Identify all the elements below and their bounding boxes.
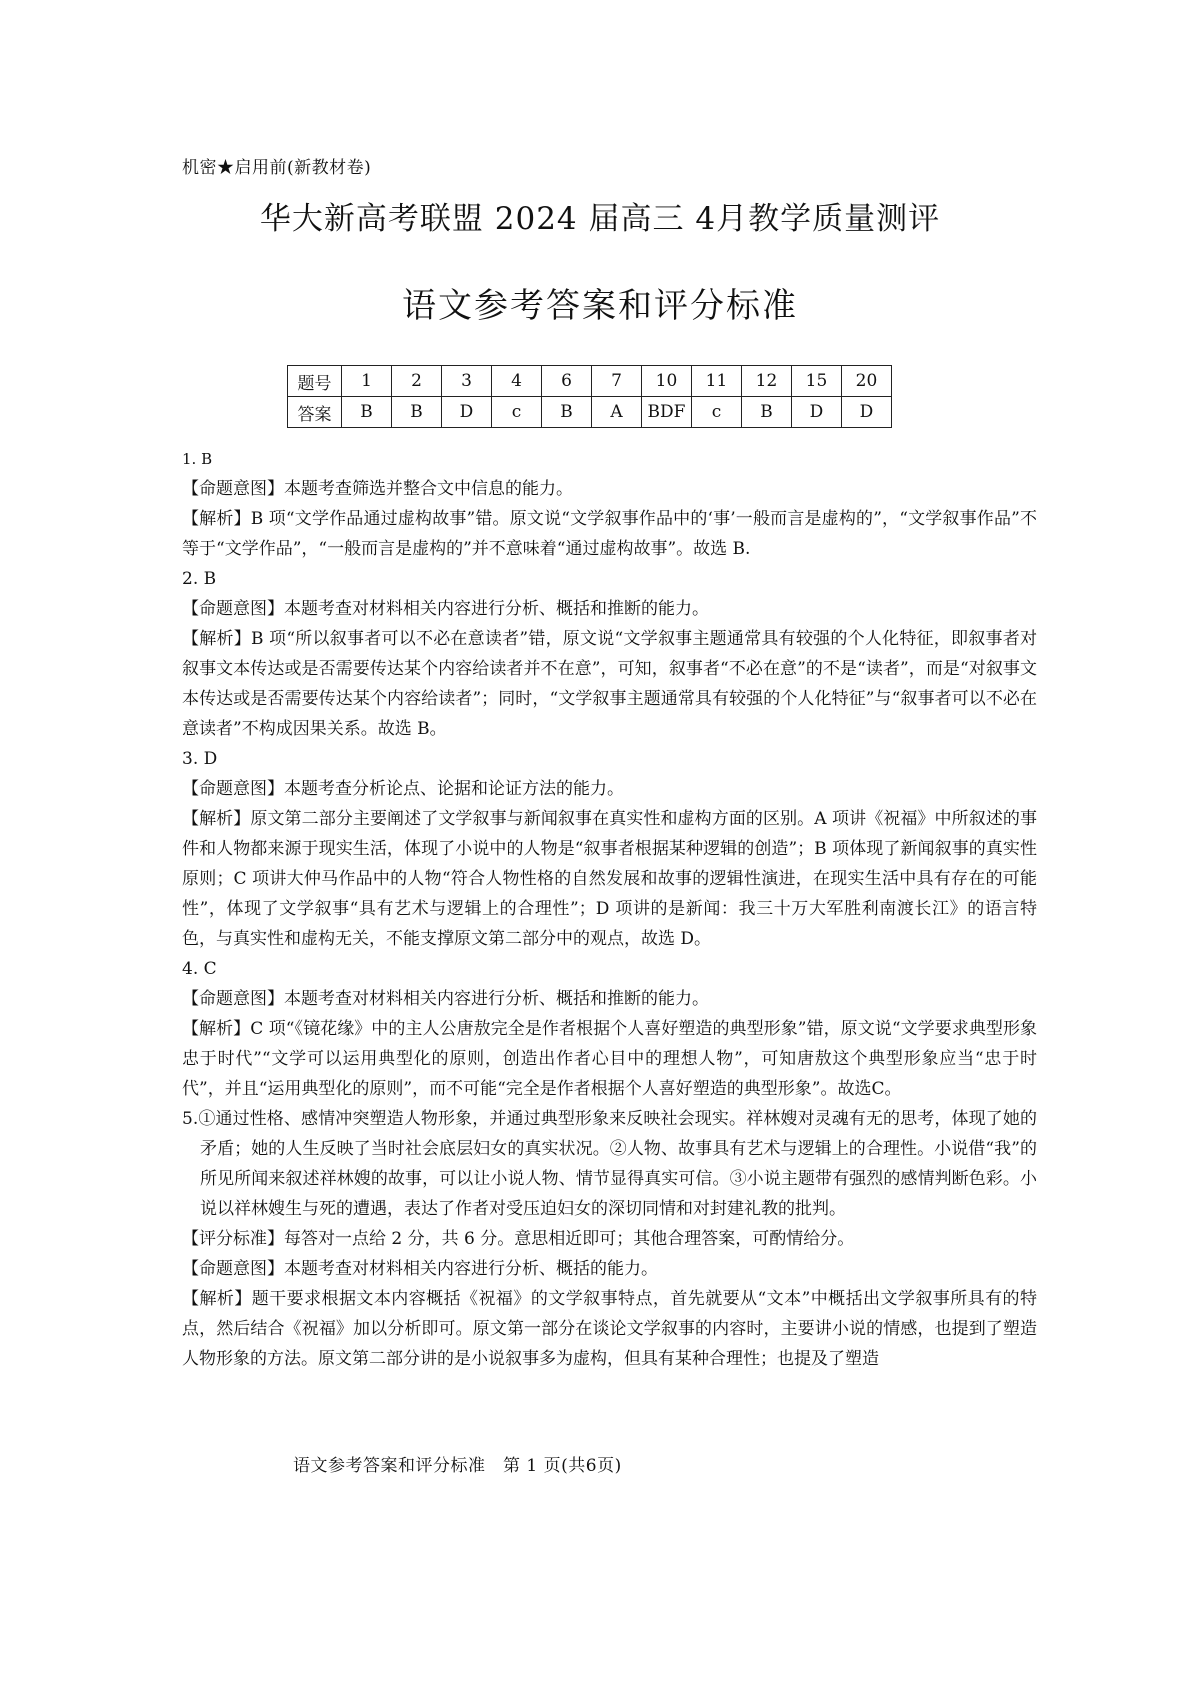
text-paragraph: 【评分标准】每答对一点给 2 分，共 6 分。意思相近即可；其他合理答案，可酌情给分。 [182, 1229, 855, 1249]
text-paragraph: 2. B [182, 569, 217, 589]
answer-table [287, 365, 892, 428]
question-number-cell: 12 [742, 366, 792, 397]
text-paragraph: 5.①通过性格、感情冲突塑造人物形象，并通过典型形象来反映社会现实。祥林嫂对灵魂有无的思考，体现了她的矛盾；她的人生反映了当时社会底层妇女的真实状况。②人物、故事具有艺术与逻辑上的合理性。小说借“我”的所见所闻来叙述祥林嫂的故事，可以让小说人物、情节显得真实可信。③小说主题带有强烈的感情判断色彩。小说以祥林嫂生与死的遭遇，表达了作者对受压迫妇女的深切同情和对封建礼教的批判。 [182, 1109, 1037, 1219]
text-paragraph: 【解析】题干要求根据文本内容概括《祝福》的文学叙事特点，首先就要从“文本”中概括出文学叙事所具有的特点，然后结合《祝福》加以分析即可。原文第一部分在谈论文学叙事的内容时，主要讲小说的情感，也提到了塑造人物形象的方法。原文第二部分讲的是小说叙事多为虚构，但具有某种合理性；也提及了塑造 [182, 1289, 1037, 1369]
text-paragraph: 【解析】B 项“所以叙事者可以不必在意读者”错，原文说“文学叙事主题通常具有较强的个人化特征，即叙事者对叙事文本传达或是否需要传达某个内容给读者并不在意”，可知，叙事者“不必在意”的不是“读者”，而是“对叙事文本传达或是否需要传达某个内容给读者”；同时，“文学叙事主题通常具有较强的个人化特征”与“叙事者可以不必在意读者”不构成因果关系。故选 B。 [182, 629, 1037, 739]
exam-title: 华大新高考联盟 2024 届高三 4月教学质量测评 [259, 201, 941, 237]
text-paragraph: 【命题意图】本题考查对材料相关内容进行分析、概括和推断的能力。 [182, 599, 709, 619]
text-paragraph: 【解析】原文第二部分主要阐述了文学叙事与新闻叙事在真实性和虚构方面的区别。A 项讲《祝福》中所叙述的事件和人物都来源于现实生活，体现了小说中的人物是“叙事者根据某种逻辑的创造”；B 项体现了新闻叙事的真实性原则；C 项讲大仲马作品中的人物“符合人物性格的自然发展和故事的逻辑性演进，在现实生活中具有存在的可能性”，体现了文学叙事“具有艺术与逻辑上的合理性”；D 项讲的是新闻：我三十万大军胜利南渡长江》的语言特色，与真实性和虚构无关，不能支撑原文第二部分中的观点，故选 D。 [182, 809, 1037, 949]
text-paragraph: 【解析】C 项“《镜花缘》中的主人公唐敖完全是作者根据个人喜好塑造的典型形象”错，原文说“文学要求典型形象忠于时代”“文学可以运用典型化的原则，创造出作者心目中的理想人物”，可知唐敖这个典型形象应当“忠于时代”，并且“运用典型化的原则”，而不可能“完全是作者根据个人喜好塑造的典型形象”。故选C。 [182, 1019, 1037, 1099]
question-number-cell: 6 [542, 366, 592, 397]
text-paragraph: 3. D [182, 749, 218, 769]
text-paragraph: 【命题意图】本题考查对材料相关内容进行分析、概括的能力。 [182, 1259, 658, 1279]
question-number-header: 题号 [288, 366, 342, 397]
answer-cell: A [592, 397, 642, 428]
text-paragraph: 【解析】B 项“文学作品通过虚构故事”错。原文说“文学叙事作品中的‘事’一般而言是虚构的”，“文学叙事作品”不等于“文学作品”，“一般而言是虚构的”并不意味着“通过虚构故事”。故选 B. [182, 509, 1037, 559]
question-number-row [288, 366, 892, 397]
answer-cell: BDF [642, 397, 692, 428]
question-number-cell: 3 [442, 366, 492, 397]
page-footer: 语文参考答案和评分标准 第 1 页(共6页) [293, 1456, 622, 1476]
question-number-cell: 15 [792, 366, 842, 397]
answer-row [288, 397, 892, 428]
answer-cell: D [792, 397, 842, 428]
question-number-cell: 1 [342, 366, 392, 397]
answer-cell: B [542, 397, 592, 428]
answer-cell: D [442, 397, 492, 428]
confidential-mark: 机密★启用前(新教材卷) [182, 158, 372, 178]
answer-explanations [182, 444, 1037, 1374]
question-number-cell: 10 [642, 366, 692, 397]
answer-cell: B [392, 397, 442, 428]
answer-cell: D [842, 397, 892, 428]
text-paragraph: 【命题意图】本题考查分析论点、论据和论证方法的能力。 [182, 779, 624, 799]
answer-cell: B [742, 397, 792, 428]
question-number-cell: 7 [592, 366, 642, 397]
document-subtitle: 语文参考答案和评分标准 [402, 286, 798, 326]
text-paragraph: 4. C [182, 959, 217, 979]
question-number-cell: 11 [692, 366, 742, 397]
question-number-cell: 2 [392, 366, 442, 397]
answer-header: 答案 [288, 397, 342, 428]
text-paragraph: 【命题意图】本题考查筛选并整合文中信息的能力。 [182, 479, 573, 499]
answer-cell: c [492, 397, 542, 428]
question-number-cell: 20 [842, 366, 892, 397]
question-number-cell: 4 [492, 366, 542, 397]
text-paragraph: 1. B [182, 450, 213, 468]
text-paragraph: 【命题意图】本题考查对材料相关内容进行分析、概括和推断的能力。 [182, 989, 709, 1009]
answer-cell: B [342, 397, 392, 428]
answer-cell: c [692, 397, 742, 428]
